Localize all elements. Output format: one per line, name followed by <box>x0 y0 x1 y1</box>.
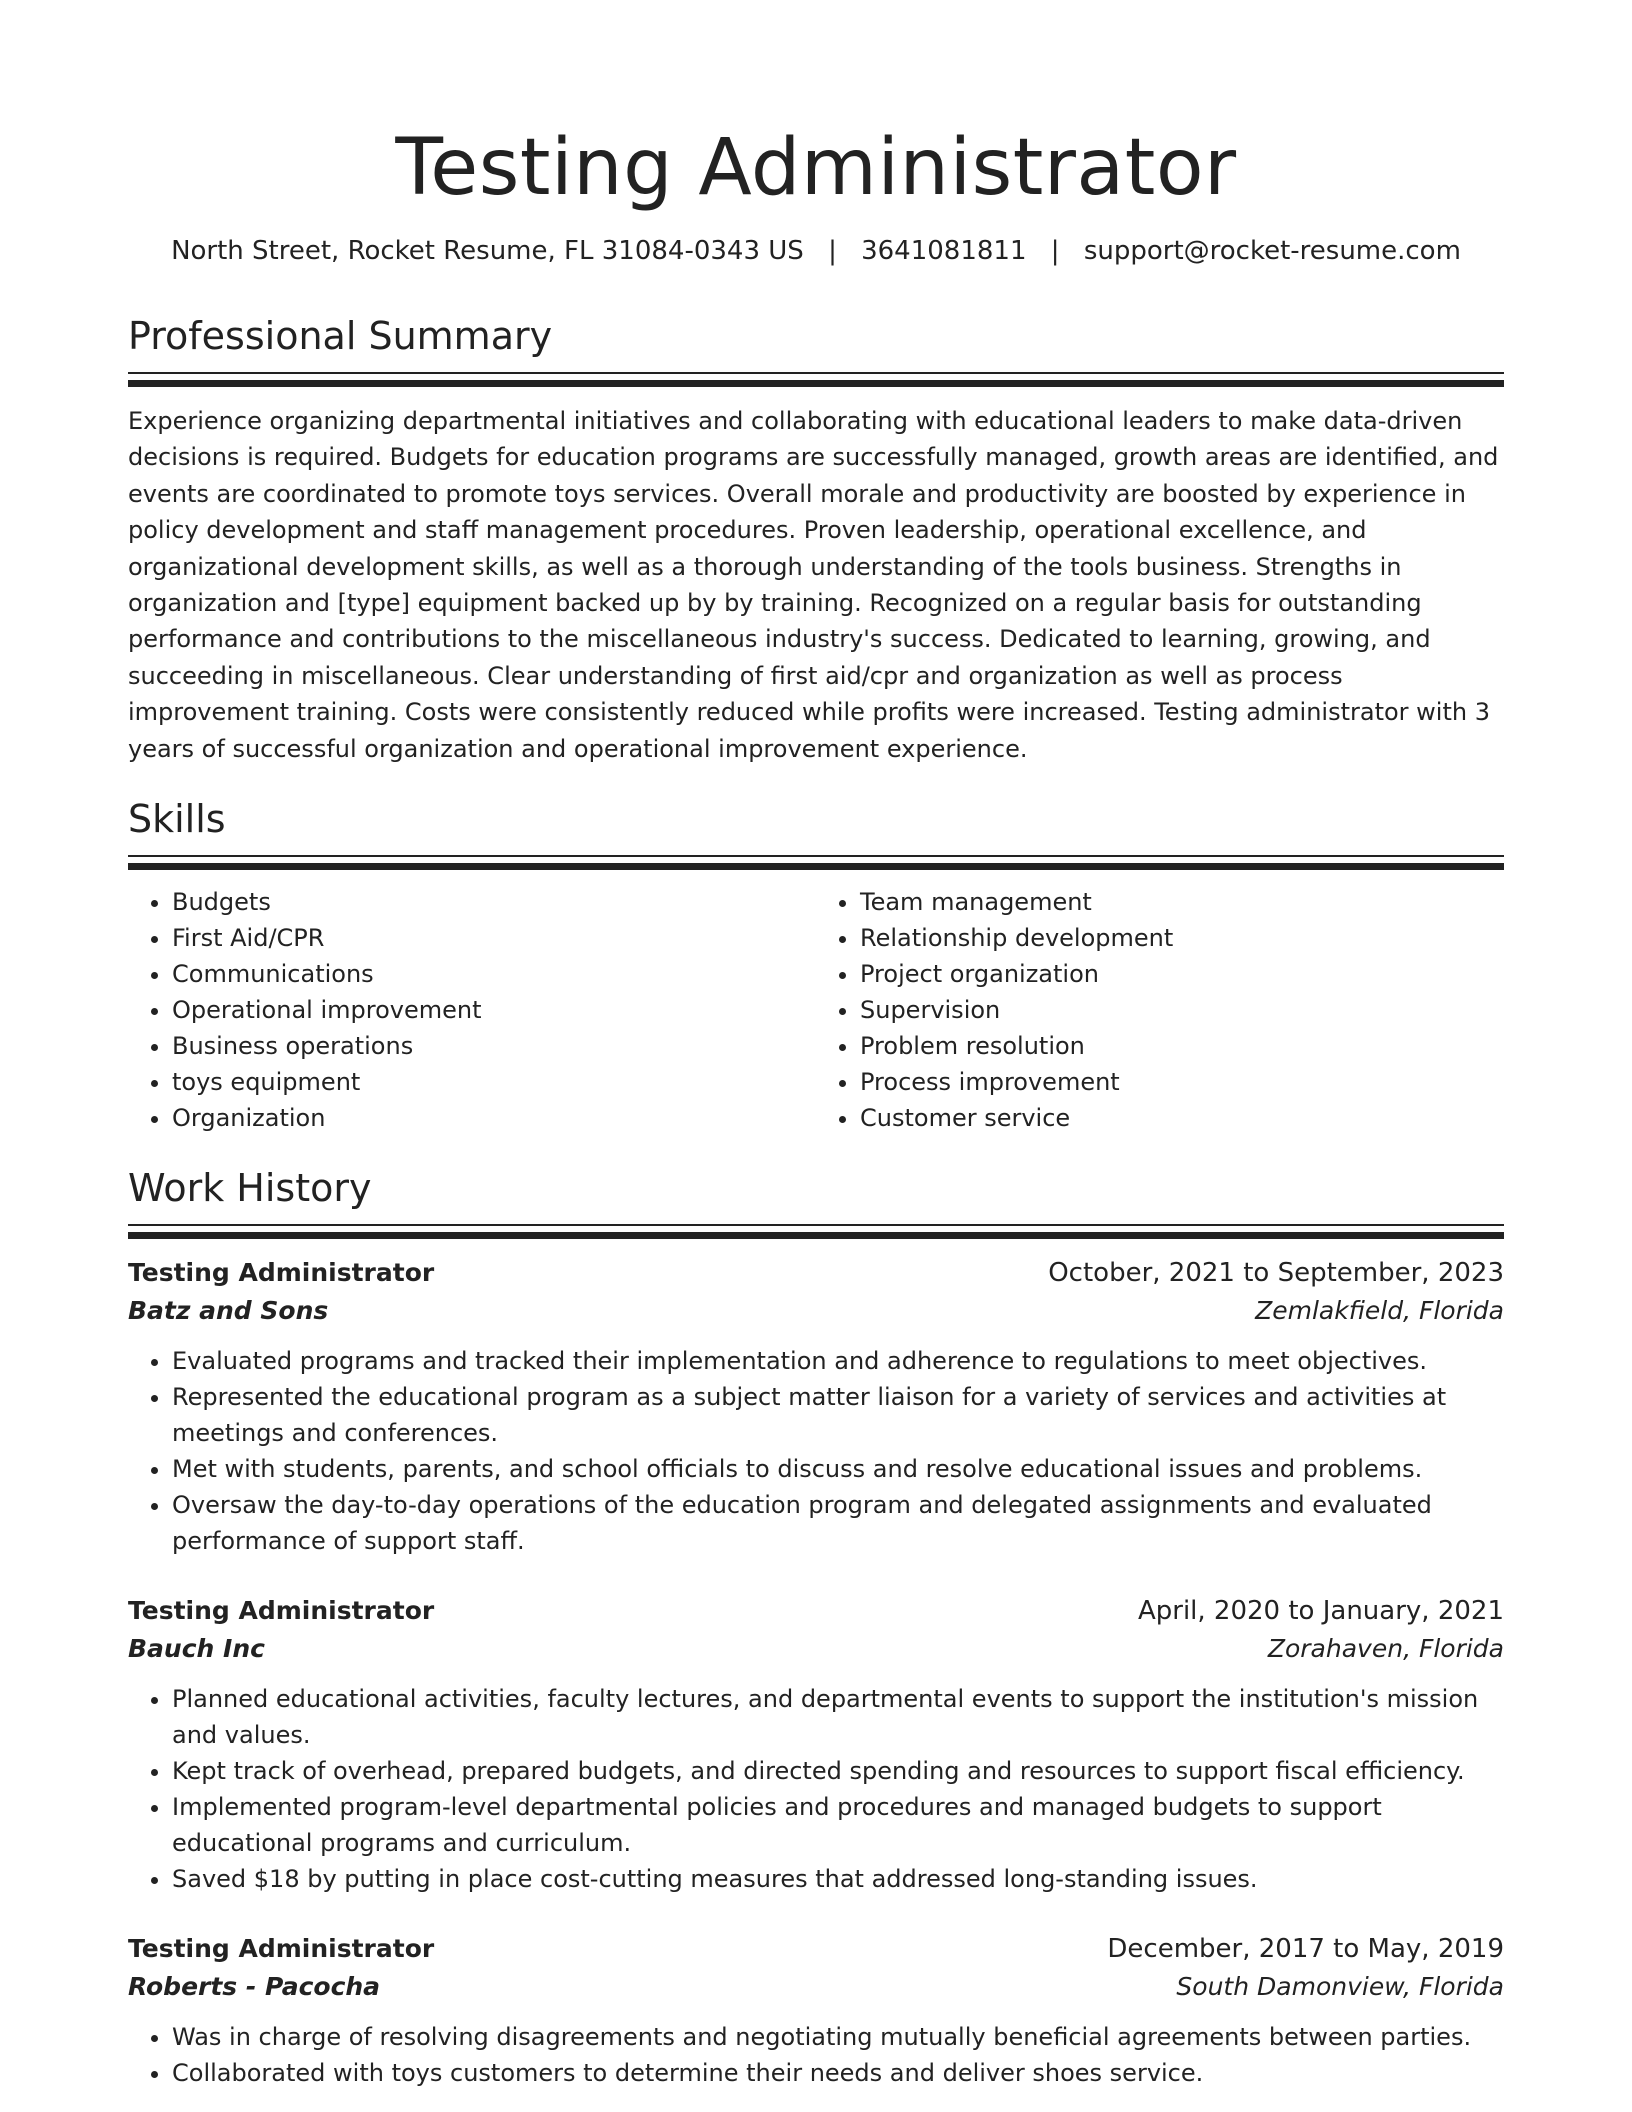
contact-line <box>128 234 1504 268</box>
summary-text: Experience organizing departmental initiatives and collaborating with educational leaders to make data-driven decisions is required. Budgets for education programs are successfully managed, growth areas are identified, and events are coordinated to promote toys services. Overall morale and productivity are boosted by experience in policy development and staff management procedures. Proven leadership, operational excellence, and organizational development skills, as well as a thorough understanding of the tools business. Strengths in organization and [type] equipment backed up by by training. Recognized on a regular basis for outstanding performance and contributions to the miscellaneous industry's success. Dedicated to learning, growing, and succeeding in miscellaneous. Clear understanding of first aid/cpr and organization as well as process improvement training. Costs were consistently reduced while profits were increased. Testing administrator with 3 years of successful organization and operational improvement experience. <box>128 407 1499 763</box>
skill-item: • Team management <box>860 884 1504 920</box>
job-entry <box>128 1255 1504 1559</box>
skill-item: • Process improvement <box>860 1064 1504 1100</box>
job-bullet: • Represented the educational program as a subject matter liaison for a variety of services and activities at meetings and conferences. <box>172 1379 1504 1451</box>
skill-item: • First Aid/CPR <box>172 920 816 956</box>
skill-item: • Operational improvement <box>172 992 816 1028</box>
skill-item: • Communications <box>172 956 816 992</box>
skill-item: • Project organization <box>860 956 1504 992</box>
skills-heading: Skills <box>128 797 226 842</box>
job-bullet-list <box>128 1343 1504 1559</box>
contact-address: North Street, Rocket Resume, FL 31084-0343 US <box>171 236 804 266</box>
skill-item: • Relationship development <box>860 920 1504 956</box>
skills-column-left <box>128 884 816 1136</box>
work-history-section <box>128 1164 1504 2091</box>
job-bullet: • Collaborated with toys customers to determine their needs and deliver shoes service. <box>172 2055 1504 2091</box>
skills-column-right <box>816 884 1504 1136</box>
job-dates: December, 2017 to May, 2019 <box>1107 1934 1504 1965</box>
work-history-heading: Work History <box>128 1166 372 1211</box>
job-company: Roberts - Pacocha <box>128 1972 381 2002</box>
job-bullet: • Met with students, parents, and school officials to discuss and resolve educational issues and problems. <box>172 1451 1504 1487</box>
section-divider <box>128 1224 1504 1239</box>
job-bullet: • Oversaw the day-to-day operations of the education program and delegated assignments and evaluated performance of support staff. <box>172 1487 1504 1559</box>
contact-separator: | <box>1050 236 1060 266</box>
job-title: Testing Administrator <box>128 1934 435 1964</box>
job-company: Bauch Inc <box>128 1634 265 1664</box>
skill-item: • toys equipment <box>172 1064 816 1100</box>
contact-email: support@rocket-resume.com <box>1083 236 1461 266</box>
job-bullet-list <box>128 1681 1504 1897</box>
job-location: South Damonview, Florida <box>1176 1972 1504 2002</box>
skill-item: • Supervision <box>860 992 1504 1028</box>
job-bullet-list <box>128 2019 1504 2091</box>
skill-item: • Organization <box>172 1100 816 1136</box>
skill-item: • Problem resolution <box>860 1028 1504 1064</box>
job-location: Zemlakfield, Florida <box>1255 1296 1504 1326</box>
section-divider <box>128 855 1504 870</box>
summary-section <box>128 312 1504 767</box>
job-bullet: • Saved $18 by putting in place cost-cutting measures that addressed long-standing issues. <box>172 1861 1504 1897</box>
job-bullet: • Implemented program-level departmental policies and procedures and managed budgets to support educational programs and curriculum. <box>172 1789 1504 1861</box>
job-entry <box>128 1931 1504 2091</box>
skill-item: • Budgets <box>172 884 816 920</box>
job-title: Testing Administrator <box>128 1258 435 1288</box>
job-location: Zorahaven, Florida <box>1267 1634 1504 1664</box>
skills-section <box>128 795 1504 1136</box>
job-title: Testing Administrator <box>128 1596 435 1626</box>
job-dates: October, 2021 to September, 2023 <box>1048 1258 1504 1289</box>
contact-separator: | <box>828 236 837 266</box>
job-bullet: • Was in charge of resolving disagreements and negotiating mutually beneficial agreements between parties. <box>172 2019 1504 2055</box>
job-company: Batz and Sons <box>128 1296 329 1326</box>
job-entry <box>128 1593 1504 1897</box>
job-bullet: • Kept track of overhead, prepared budgets, and directed spending and resources to support fiscal efficiency. <box>172 1753 1504 1789</box>
job-bullet: • Evaluated programs and tracked their implementation and adherence to regulations to meet objectives. <box>172 1343 1504 1379</box>
skill-item: • Business operations <box>172 1028 816 1064</box>
skills-grid <box>128 884 1504 1136</box>
summary-heading: Professional Summary <box>128 314 553 358</box>
skill-item: • Customer service <box>860 1100 1504 1136</box>
section-divider <box>128 372 1504 387</box>
resume-name: Testing Administrator <box>395 123 1237 213</box>
job-bullet: • Planned educational activities, faculty lectures, and departmental events to support the institution's mission and values. <box>172 1681 1504 1753</box>
contact-phone: 3641081811 <box>861 236 1027 266</box>
job-dates: April, 2020 to January, 2021 <box>1137 1596 1504 1627</box>
